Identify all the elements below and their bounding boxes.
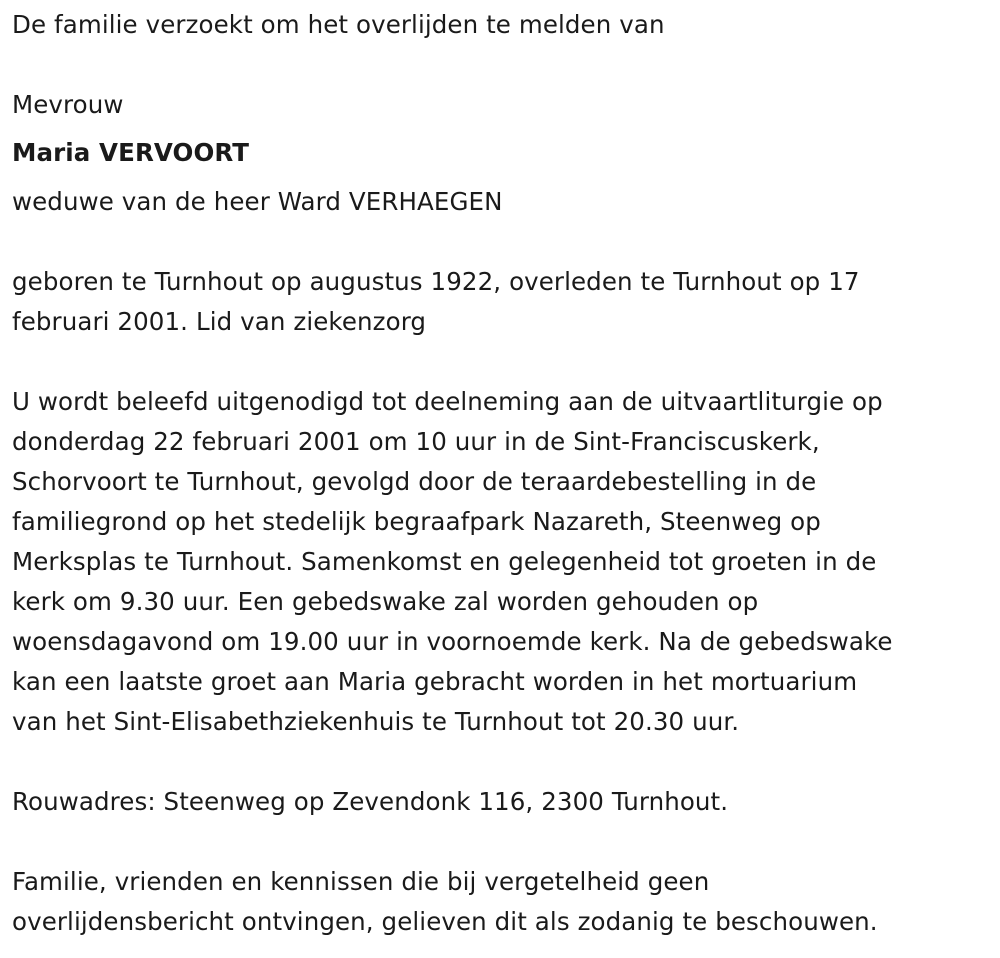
ceremony-line: woensdagavond om 19.00 uur in voornoemde kerk. Na de gebedswake <box>12 627 893 656</box>
ceremony-line: donderdag 22 februari 2001 om 10 uur in de Sint-Franciscuskerk, <box>12 427 820 456</box>
ceremony-line: Merksplas te Turnhout. Samenkomst en gelegenheid tot groeten in de <box>12 547 877 576</box>
closing-line: Familie, vrienden en kennissen die bij vergetelheid geen <box>12 867 710 896</box>
ceremony-line: van het Sint-Elisabethziekenhuis te Turnhout tot 20.30 uur. <box>12 707 740 736</box>
birth-death-line: geboren te Turnhout op augustus 1922, overleden te Turnhout op 17 <box>12 267 860 296</box>
ceremony-line: Schorvoort te Turnhout, gevolgd door de teraardebestelling in de <box>12 467 817 496</box>
deceased-name: Maria VERVOORT <box>12 138 250 167</box>
intro-text: De familie verzoekt om het overlijden te melden van <box>12 10 665 39</box>
relation-text: weduwe van de heer Ward VERHAEGEN <box>12 187 503 216</box>
closing-line: overlijdensbericht ontvingen, gelieven dit als zodanig te beschouwen. <box>12 907 878 936</box>
ceremony-line: U wordt beleefd uitgenodigd tot deelneming aan de uitvaartliturgie op <box>12 387 883 416</box>
ceremony-line: kan een laatste groet aan Maria gebracht worden in het mortuarium <box>12 667 858 696</box>
mourning-address: Rouwadres: Steenweg op Zevendonk 116, 2300 Turnhout. <box>12 787 729 816</box>
birth-death-line: februari 2001. Lid van ziekenzorg <box>12 307 427 336</box>
ceremony-line: kerk om 9.30 uur. Een gebedswake zal worden gehouden op <box>12 587 759 616</box>
ceremony-line: familiegrond op het stedelijk begraafpark Nazareth, Steenweg op <box>12 507 821 536</box>
salutation: Mevrouw <box>12 90 124 119</box>
